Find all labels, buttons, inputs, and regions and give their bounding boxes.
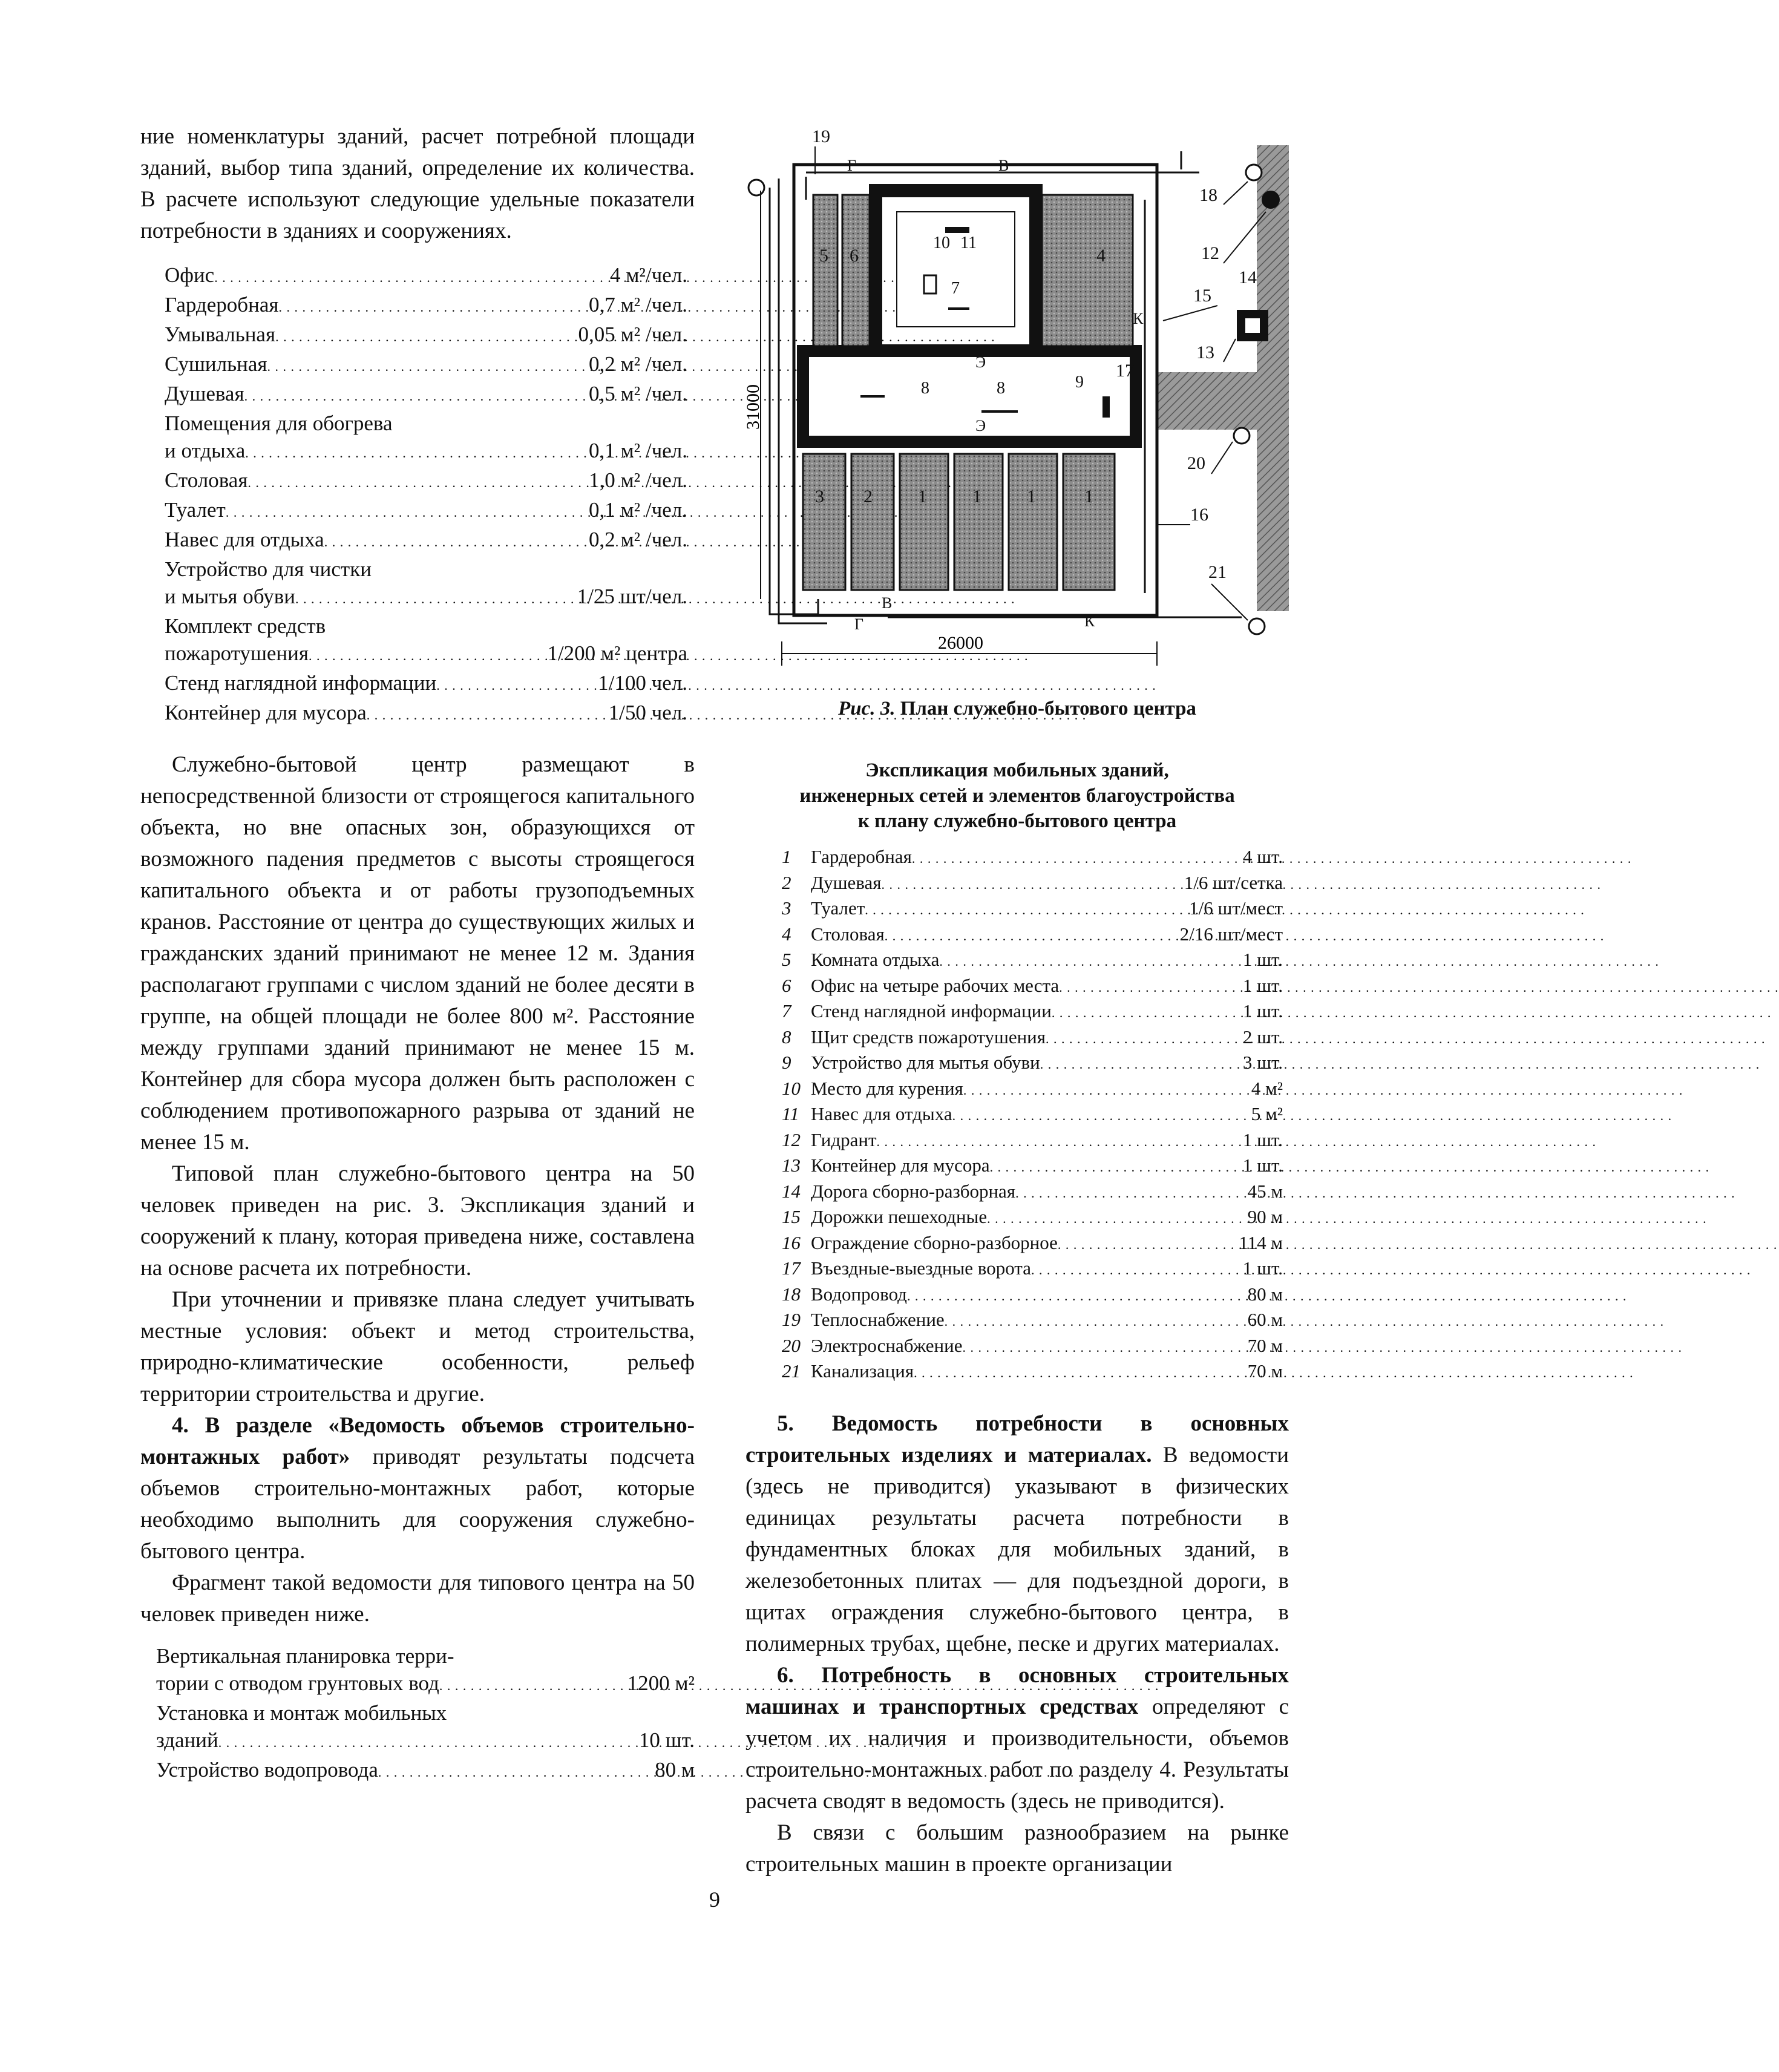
page-number: 9 bbox=[709, 1887, 720, 1912]
width-dimension: 26000 bbox=[938, 633, 983, 653]
section-6-text: определяют с учетом их наличия и производительности, объемов строительно-монтажных работ по разделу 4. Результаты расчета сводят в ведомость (здесь не приводится). bbox=[745, 1694, 1289, 1814]
explication-item-value: 2/16 шт/мест bbox=[1179, 923, 1283, 945]
site-plan-drawing bbox=[745, 121, 1289, 690]
road-vertical bbox=[1257, 145, 1289, 611]
explication-item-name: Туалет bbox=[811, 897, 865, 919]
explication-item-name: Теплоснабжение bbox=[811, 1309, 945, 1330]
norm-row: Умывальная . . . 0,05 м² /чел. bbox=[165, 321, 687, 350]
explication-item-name: Устройство для мытья обуви bbox=[811, 1052, 1040, 1073]
explication-item-number: 20 bbox=[782, 1334, 801, 1356]
callout-number: 17 bbox=[1116, 361, 1134, 381]
intro-paragraph: ние номенклатуры зданий, расчет потребной площади зданий, выбор типа зданий, определение их количества. В расчете используют следующие удельные показатели потребности в зданиях и сооружениях. bbox=[140, 124, 695, 243]
power-input-icon bbox=[1234, 428, 1250, 444]
explication-item-number: 12 bbox=[782, 1129, 801, 1150]
inner-label: 8 bbox=[921, 379, 929, 398]
explication-item bbox=[782, 999, 1283, 1025]
explication-item-name: Канализация bbox=[811, 1360, 914, 1382]
norm-row: Контейнер для мусора . . . 1/50 чел. bbox=[165, 699, 687, 729]
callout-leader bbox=[1224, 339, 1236, 362]
explication-item-number: 15 bbox=[782, 1206, 801, 1227]
network-letter: Г bbox=[854, 615, 864, 633]
explication-item-value: 1 шт. bbox=[1242, 1129, 1283, 1150]
explication-item-name: Электроснабжение bbox=[811, 1334, 963, 1356]
section-4-heading: 4. В разделе «Ведомость объемов строительно-монтажных работ» bbox=[140, 1413, 695, 1469]
norm-row: Сушильная . . . 0,2 м² /чел. bbox=[165, 350, 687, 380]
inner-label: 7 bbox=[951, 279, 960, 298]
explication-item-number: 17 bbox=[782, 1257, 801, 1279]
network-letter: К bbox=[1084, 612, 1095, 630]
paragraph-machines: В связи с большим разнообразием на рынке строительных машин в проекте организации bbox=[745, 1820, 1289, 1877]
explication-title-line: Экспликация мобильных зданий, bbox=[865, 759, 1169, 781]
norm-row: Туалет . . . 0,1 м² /чел. bbox=[165, 496, 687, 526]
paragraph-section-5 bbox=[745, 1408, 1289, 1660]
callout-leader bbox=[1224, 182, 1248, 205]
paragraph-section-4 bbox=[140, 1410, 695, 1567]
paragraph-typical-plan: Типовой план служебно-бытового центра на 50 человек приведен на рис. 3. Экспликация зданий и сооружений к плану, которая приведена ниже, составлена на основе расчета их потребности. bbox=[140, 1161, 695, 1280]
norm-row: Душевая . . . 0,5 м² /чел. bbox=[165, 380, 687, 410]
explication-item-number: 5 bbox=[782, 949, 791, 970]
explication-item-name: Дорога сборно-разборная bbox=[811, 1180, 1016, 1202]
explication-item bbox=[782, 871, 1283, 897]
explication-title bbox=[745, 758, 1289, 834]
figure-caption-text: План служебно-бытового центра bbox=[895, 698, 1196, 720]
building bbox=[900, 454, 948, 590]
building-label: 4 bbox=[1096, 246, 1106, 266]
explication-item-name: Щит средств пожаротушения bbox=[811, 1026, 1046, 1047]
norm-head: Помещения для обогрева bbox=[165, 411, 393, 435]
norm-row: Столовая . . . 1,0 м² /чел. bbox=[165, 467, 687, 496]
explication-item-number: 21 bbox=[782, 1360, 801, 1382]
explication-item bbox=[782, 1128, 1283, 1154]
building bbox=[954, 454, 1003, 590]
callout-number: 21 bbox=[1208, 562, 1227, 582]
volume-row: зданий . . . 10 шт. bbox=[156, 1726, 695, 1756]
paragraph-placement: Служебно-бытовой центр размещают в непосредственной близости от строящегося капитального объекта, но вне опасных зон, образующихся от возможного падения предметов с высоты строящегося капитального объекта и от работы грузоподъемных кранов. Расстояние от центра до существующих жилых и гражданских зданий принимают не менее 12 м. Здания располагают группами с числом зданий не более десяти в группе, на общей площади не более 800 м². Расстояние между группами зданий принимают не менее 15 м. Контейнер для сбора мусора должен быть расположен с соблюдением противопожарного разрыва от зданий не менее 15 м. bbox=[140, 752, 695, 1155]
explication-item-value: 1/6 шт/сетка bbox=[1184, 871, 1283, 893]
explication-item-number: 13 bbox=[782, 1155, 801, 1176]
explication-item-name: Стенд наглядной информации bbox=[811, 1000, 1052, 1021]
explication-item-name: Контейнер для мусора bbox=[811, 1155, 990, 1176]
norm-row: и отдыха . . . 0,1 м² /чел. bbox=[165, 437, 687, 467]
explication-item bbox=[782, 1359, 1283, 1385]
building-label: 1 bbox=[1027, 487, 1036, 507]
building bbox=[803, 454, 845, 590]
norm-head: Устройство для чистки bbox=[165, 557, 372, 581]
building-label: 1 bbox=[1084, 487, 1093, 507]
building-label: 3 bbox=[815, 487, 824, 507]
explication-item-number: 2 bbox=[782, 871, 791, 893]
norm-row: Офис . . . 4 м²/чел. bbox=[165, 261, 687, 291]
inner-label: 11 bbox=[960, 234, 977, 252]
network-letter: Г bbox=[847, 157, 857, 174]
figure-caption bbox=[745, 696, 1289, 721]
height-dimension: 31000 bbox=[743, 384, 763, 430]
explication-item-value: 1 шт. bbox=[1242, 1257, 1283, 1279]
canopy-corridor bbox=[803, 351, 1136, 442]
norm-head: Комплект средств bbox=[165, 614, 326, 638]
callout-number: 13 bbox=[1196, 343, 1214, 362]
explication-item-number: 1 bbox=[782, 846, 791, 867]
network-letter: В bbox=[882, 594, 893, 612]
explication-item-number: 8 bbox=[782, 1026, 791, 1047]
explication-item-value: 90 м bbox=[1247, 1206, 1283, 1227]
smoking-place-icon bbox=[945, 227, 969, 233]
water-input-icon bbox=[1246, 165, 1262, 180]
explication-item-value: 4 м² bbox=[1251, 1077, 1283, 1099]
boot-wash-icon bbox=[1102, 396, 1110, 418]
building bbox=[1063, 454, 1115, 590]
paragraph-section-6 bbox=[745, 1660, 1289, 1817]
explication-item-name: Ограждение сборно-разборное bbox=[811, 1231, 1058, 1253]
heating-input-icon bbox=[749, 180, 764, 195]
explication-item bbox=[782, 1256, 1283, 1282]
waste-container-inner bbox=[1245, 318, 1260, 333]
callout-leader bbox=[1211, 442, 1233, 474]
explication-item bbox=[782, 974, 1283, 1000]
explication-item-number: 16 bbox=[782, 1231, 801, 1253]
explication-item-value: 1/6 шт/мест bbox=[1189, 897, 1283, 919]
building-label: 2 bbox=[863, 487, 873, 507]
explication-item-number: 19 bbox=[782, 1309, 801, 1330]
explication-item-value: 114 м bbox=[1239, 1231, 1283, 1253]
callout-leader bbox=[1163, 306, 1217, 321]
explication-item-name: Въездные-выездные ворота bbox=[811, 1257, 1031, 1279]
building-label: 1 bbox=[972, 487, 981, 507]
building bbox=[851, 454, 894, 590]
inner-label: 8 bbox=[997, 379, 1005, 398]
network-letter: В bbox=[998, 157, 1009, 174]
network-letter: Э bbox=[975, 353, 986, 371]
explication-item-name: Водопровод bbox=[811, 1283, 907, 1305]
explication-item bbox=[782, 1025, 1283, 1051]
callout-number: 15 bbox=[1193, 286, 1211, 306]
section-5-heading: 5. Ведомость потребности в основных строительных изделиях и материалах. bbox=[745, 1411, 1289, 1467]
paragraph-fragment: Фрагмент такой ведомости для типового центра на 50 человек приведен ниже. bbox=[140, 1570, 695, 1627]
explication-list bbox=[782, 845, 1283, 1385]
volumes-list bbox=[156, 1642, 695, 1786]
volume-head: Вертикальная планировка терри- bbox=[156, 1644, 454, 1668]
explication-item-value: 4 шт. bbox=[1242, 846, 1283, 867]
norm-row: Навес для отдыха . . . 0,2 м² /чел. bbox=[165, 526, 687, 556]
explication-item bbox=[782, 1102, 1283, 1128]
explication-item-name: Дорожки пешеходные bbox=[811, 1206, 988, 1227]
explication-title-line: инженерных сетей и элементов благоустройства bbox=[799, 785, 1235, 807]
explication-item bbox=[782, 1205, 1283, 1231]
right-column bbox=[745, 121, 1289, 1880]
inner-label: 10 bbox=[933, 234, 950, 252]
norms-list bbox=[165, 261, 687, 729]
explication-item bbox=[782, 1153, 1283, 1179]
explication-item-number: 11 bbox=[782, 1103, 799, 1124]
callout-number: 20 bbox=[1187, 453, 1205, 473]
explication-item bbox=[782, 1051, 1283, 1077]
callout-leader bbox=[1211, 584, 1248, 620]
explication-item bbox=[782, 1334, 1283, 1360]
norm-row: и мытья обуви . . . 1/25 шт/чел. bbox=[165, 583, 687, 612]
network-letter: Э bbox=[975, 417, 986, 434]
explication-item-name: Комната отдыха bbox=[811, 949, 940, 970]
explication-item bbox=[782, 896, 1283, 922]
explication-item bbox=[782, 922, 1283, 948]
left-column bbox=[140, 121, 695, 1786]
site-plan-figure bbox=[745, 121, 1289, 690]
explication-item-value: 70 м bbox=[1247, 1360, 1283, 1382]
callout-number: 12 bbox=[1201, 243, 1219, 263]
building-label: 6 bbox=[850, 246, 859, 266]
explication-item-name: Столовая bbox=[811, 923, 885, 945]
explication-item bbox=[782, 1179, 1283, 1205]
network-letter: К bbox=[1133, 310, 1144, 327]
building bbox=[842, 195, 870, 346]
callout-number: 18 bbox=[1199, 185, 1217, 205]
building bbox=[1042, 195, 1133, 346]
explication-item-number: 14 bbox=[782, 1180, 801, 1202]
explication-item bbox=[782, 948, 1283, 974]
explication-item-name: Гидрант bbox=[811, 1129, 877, 1150]
explication-item-name: Душевая bbox=[811, 871, 882, 893]
explication-title-line: к плану служебно-бытового центра bbox=[857, 810, 1177, 832]
norm-row: Стенд наглядной информации . . . 1/100 чел. bbox=[165, 669, 687, 699]
explication-item bbox=[782, 1282, 1283, 1308]
explication-item bbox=[782, 1231, 1283, 1257]
explication-item-value: 5 м² bbox=[1251, 1103, 1283, 1124]
explication-item bbox=[782, 1077, 1283, 1103]
sewer-output-icon bbox=[1249, 618, 1265, 634]
volume-row: тории с отводом грунтовых вод . . . 1200 м² bbox=[156, 1670, 695, 1699]
road-spur bbox=[1157, 372, 1260, 430]
explication-item-value: 3 шт. bbox=[1242, 1052, 1283, 1073]
explication-item-name: Навес для отдыха bbox=[811, 1103, 952, 1124]
figure-caption-prefix: Рис. 3. bbox=[838, 698, 896, 720]
callout-number: 14 bbox=[1239, 267, 1257, 287]
explication-item-number: 6 bbox=[782, 974, 791, 996]
callout-number: 19 bbox=[812, 126, 830, 146]
building-label: 5 bbox=[819, 246, 828, 266]
explication-item-number: 3 bbox=[782, 897, 791, 919]
section-4-text: приводят результаты подсчета объемов строительно-монтажных работ, которые необходимо выполнить для сооружения служебно-бытового центра. bbox=[140, 1444, 695, 1564]
explication-item-name: Офис на четыре рабочих места bbox=[811, 974, 1060, 996]
explication-item-number: 18 bbox=[782, 1283, 801, 1305]
section-6-heading: 6. Потребность в основных строительных машинах и транспортных средствах bbox=[745, 1662, 1289, 1719]
explication-item-value: 1 шт. bbox=[1242, 1000, 1283, 1021]
explication-item-value: 1 шт. bbox=[1242, 949, 1283, 970]
volume-head: Установка и монтаж мобильных bbox=[156, 1701, 447, 1725]
explication-item-number: 4 bbox=[782, 923, 791, 945]
building bbox=[813, 195, 837, 346]
building bbox=[1009, 454, 1057, 590]
hydrant-icon bbox=[1262, 191, 1280, 209]
explication-item-value: 2 шт. bbox=[1242, 1026, 1283, 1047]
explication-item-name: Место для курения bbox=[811, 1077, 963, 1099]
explication-item-number: 7 bbox=[782, 1000, 791, 1021]
explication-item-name: Гардеробная bbox=[811, 846, 912, 867]
explication-item-value: 70 м bbox=[1247, 1334, 1283, 1356]
explication-item-number: 9 bbox=[782, 1052, 791, 1073]
explication-item-number: 10 bbox=[782, 1077, 801, 1099]
explication-item-value: 80 м bbox=[1247, 1283, 1283, 1305]
explication-item bbox=[782, 845, 1283, 871]
volume-row: Устройство водопровода . . . 80 м bbox=[156, 1756, 695, 1786]
explication-item-value: 1 шт. bbox=[1242, 1155, 1283, 1176]
explication-item-value: 60 м bbox=[1247, 1309, 1283, 1330]
callout-number: 16 bbox=[1190, 505, 1208, 525]
explication-item-value: 45 м bbox=[1247, 1180, 1283, 1202]
explication-item bbox=[782, 1308, 1283, 1334]
norm-row: пожаротушения . . . 1/200 м² центра bbox=[165, 640, 687, 669]
building-label: 1 bbox=[918, 487, 927, 507]
inner-label: 9 bbox=[1075, 373, 1084, 392]
norm-row: Гардеробная . . . 0,7 м² /чел. bbox=[165, 291, 687, 321]
paragraph-local-conditions: При уточнении и привязке плана следует учитывать местные условия: объект и метод строительства, природно-климатические особенности, рельеф территории строительства и другие. bbox=[140, 1287, 695, 1406]
explication-item-value: 1 шт. bbox=[1242, 974, 1283, 996]
section-5-text: В ведомости (здесь не приводится) указывают в физических единицах результаты расчета потребности в фундаментных блоках для мобильных зданий, в железобетонных плитах — для подъездной дороги, в щитах ограждения служебно-бытового центра, в полимерных трубах, щебне, песке и других материалах. bbox=[745, 1442, 1289, 1656]
